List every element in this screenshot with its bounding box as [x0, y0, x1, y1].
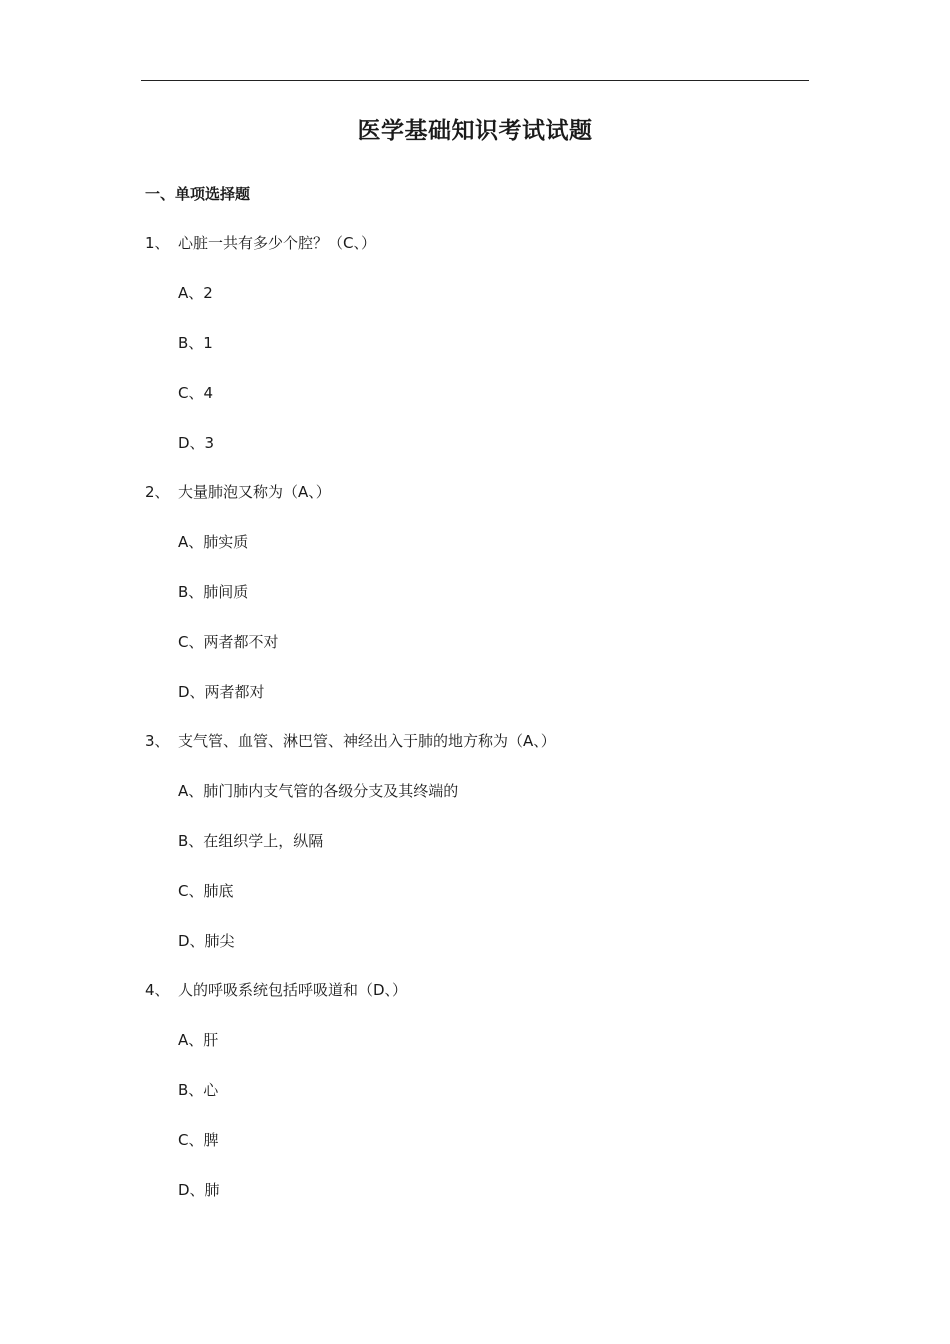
question-number: 4、 — [145, 981, 170, 999]
option-a: A、肝 — [178, 1031, 219, 1049]
question-text: 人的呼吸系统包括呼吸道和（D、） — [178, 981, 408, 999]
option-b: B、肺间质 — [178, 583, 249, 601]
option-c: C、脾 — [178, 1131, 219, 1149]
option-d: D、肺 — [178, 1181, 220, 1199]
option-d: D、肺尖 — [178, 932, 235, 950]
question-number: 2、 — [145, 483, 170, 501]
option-b: B、1 — [178, 334, 213, 352]
question-number: 3、 — [145, 732, 170, 750]
question-3 — [0, 731, 950, 981]
question-text: 大量肺泡又称为（A、） — [178, 483, 331, 501]
option-a: A、2 — [178, 284, 213, 302]
option-c: C、4 — [178, 384, 214, 402]
option-a: A、肺门肺内支气管的各级分支及其终端的 — [178, 782, 459, 800]
question-2 — [0, 482, 950, 732]
option-c: C、肺底 — [178, 882, 234, 900]
header-rule — [141, 80, 809, 81]
section-heading: 一、单项选择题 — [145, 185, 251, 203]
question-number: 1、 — [145, 234, 170, 252]
option-c: C、两者都不对 — [178, 633, 279, 651]
question-4 — [0, 980, 950, 1230]
question-1 — [0, 233, 950, 483]
option-d: D、两者都对 — [178, 683, 265, 701]
option-b: B、在组织学上，纵隔 — [178, 832, 324, 850]
option-d: D、3 — [178, 434, 215, 452]
document-title: 医学基础知识考试试题 — [357, 118, 593, 144]
question-text: 支气管、血管、淋巴管、神经出入于肺的地方称为（A、） — [178, 732, 556, 750]
option-a: A、肺实质 — [178, 533, 249, 551]
option-b: B、心 — [178, 1081, 219, 1099]
question-text: 心脏一共有多少个腔？（C、） — [178, 234, 376, 252]
